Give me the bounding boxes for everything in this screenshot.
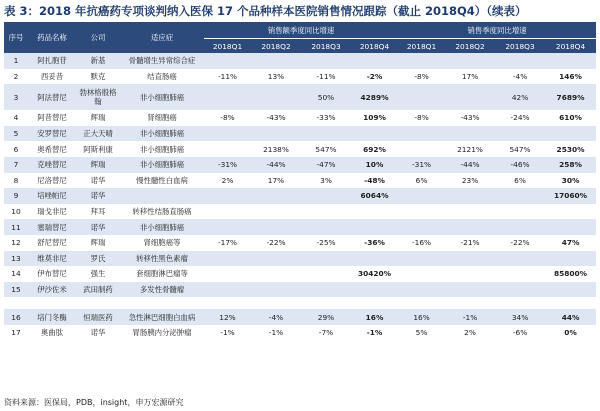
cell-volume-yoy: 547%: [495, 141, 545, 157]
cell-sales-yoy: [351, 251, 398, 267]
cell-volume-yoy: [545, 204, 596, 220]
cell-volume-yoy: [398, 188, 445, 204]
cell-volume-yoy: 5%: [398, 325, 445, 341]
cell-indication: 慢性髓性白血病: [120, 173, 204, 189]
cell-sales-yoy: -17%: [204, 235, 251, 251]
cell-volume-yoy: [445, 204, 495, 220]
cell-sales-yoy: 30420%: [351, 266, 398, 282]
cell-drug: 阿扎胞苷: [28, 53, 76, 69]
cell-sales-yoy: -1%: [251, 325, 301, 341]
cell-volume-yoy: [545, 251, 596, 267]
col-drug: 药品名称: [28, 22, 76, 53]
cell-volume-yoy: 34%: [495, 309, 545, 325]
cell-volume-yoy: 2%: [445, 325, 495, 341]
cell-sales-yoy: 13%: [251, 69, 301, 85]
cell-sales-yoy: -1%: [351, 325, 398, 341]
table-row: [4, 53, 596, 69]
cell-drug: 维莫非尼: [28, 251, 76, 267]
cell-sales-yoy: 17%: [251, 173, 301, 189]
cell-volume-yoy: -6%: [495, 325, 545, 341]
cell-sales-yoy: -7%: [301, 325, 351, 341]
cell-sales-yoy: [301, 251, 351, 267]
cell-indication: 非小细胞肺癌: [120, 126, 204, 142]
cell-seq: 11: [4, 219, 28, 235]
cell-indication: 非小细胞肺癌: [120, 84, 204, 110]
table-row: [4, 204, 596, 220]
cell-sales-yoy: [204, 84, 251, 110]
cell-sales-yoy: 16%: [351, 309, 398, 325]
cell-sales-yoy: 29%: [301, 309, 351, 325]
cell-volume-yoy: -8%: [398, 110, 445, 126]
cell-sales-yoy: -11%: [301, 69, 351, 85]
cell-volume-yoy: 17%: [445, 69, 495, 85]
cell-indication: 转移性黑色素瘤: [120, 251, 204, 267]
spacer-row: [4, 297, 596, 309]
col-sales-q: 2018Q4: [351, 39, 398, 54]
cell-company: 诺华: [76, 325, 120, 341]
cell-sales-yoy: [251, 282, 301, 298]
table-row: [4, 188, 596, 204]
col-volume-q: 2018Q4: [545, 39, 596, 54]
cell-drug: 阿法替尼: [28, 84, 76, 110]
cell-seq: 4: [4, 110, 28, 126]
cell-indication: 肾细胞癌: [120, 110, 204, 126]
cell-indication: 非小细胞肺癌: [120, 157, 204, 173]
table-row: [4, 219, 596, 235]
cell-company: 正大天晴: [76, 126, 120, 142]
cell-sales-yoy: [251, 204, 301, 220]
cell-sales-yoy: [251, 188, 301, 204]
cell-volume-yoy: [445, 53, 495, 69]
cell-volume-yoy: [495, 188, 545, 204]
cell-seq: 17: [4, 325, 28, 341]
cell-company: 默克: [76, 69, 120, 85]
cell-sales-yoy: [301, 188, 351, 204]
cell-sales-yoy: [251, 251, 301, 267]
cell-volume-yoy: [445, 126, 495, 142]
cell-sales-yoy: -48%: [351, 173, 398, 189]
cell-drug: 塞瑞替尼: [28, 219, 76, 235]
cell-company: 武田制药: [76, 282, 120, 298]
cell-indication: 套细胞淋巴瘤等: [120, 266, 204, 282]
cell-volume-yoy: 0%: [545, 325, 596, 341]
cell-sales-yoy: -33%: [301, 110, 351, 126]
col-sales-q: 2018Q3: [301, 39, 351, 54]
cell-volume-yoy: [398, 282, 445, 298]
cell-volume-yoy: -43%: [445, 110, 495, 126]
cell-indication: 非小细胞肺癌: [120, 141, 204, 157]
cell-volume-yoy: [398, 84, 445, 110]
cell-seq: 2: [4, 69, 28, 85]
cell-seq: 12: [4, 235, 28, 251]
cell-sales-yoy: 2%: [204, 173, 251, 189]
cell-volume-yoy: -44%: [445, 157, 495, 173]
spacer-cell: [4, 297, 596, 309]
cell-volume-yoy: [398, 251, 445, 267]
cell-volume-yoy: [495, 53, 545, 69]
cell-volume-yoy: [445, 251, 495, 267]
cell-sales-yoy: -47%: [301, 157, 351, 173]
cell-volume-yoy: [398, 141, 445, 157]
cell-seq: 14: [4, 266, 28, 282]
cell-indication: [120, 188, 204, 204]
cell-volume-yoy: [445, 282, 495, 298]
cell-volume-yoy: -21%: [445, 235, 495, 251]
cell-drug: 伊布替尼: [28, 266, 76, 282]
cell-sales-yoy: [251, 266, 301, 282]
cell-volume-yoy: 2121%: [445, 141, 495, 157]
cell-volume-yoy: -16%: [398, 235, 445, 251]
cell-sales-yoy: [301, 53, 351, 69]
cell-company: 诺华: [76, 219, 120, 235]
cell-volume-yoy: -8%: [398, 69, 445, 85]
cell-volume-yoy: 44%: [545, 309, 596, 325]
sales-table: [4, 22, 596, 341]
cell-company: 恒瑞医药: [76, 309, 120, 325]
cell-volume-yoy: 42%: [495, 84, 545, 110]
cell-volume-yoy: -1%: [445, 309, 495, 325]
cell-volume-yoy: 7689%: [545, 84, 596, 110]
cell-sales-yoy: [351, 219, 398, 235]
cell-seq: 5: [4, 126, 28, 142]
table-row: [4, 126, 596, 142]
col-sales-q: 2018Q1: [204, 39, 251, 54]
cell-company: 新基: [76, 53, 120, 69]
col-volume-q: 2018Q2: [445, 39, 495, 54]
cell-volume-yoy: [495, 266, 545, 282]
cell-drug: 克唑替尼: [28, 157, 76, 173]
cell-volume-yoy: [495, 204, 545, 220]
col-volume-q: 2018Q1: [398, 39, 445, 54]
table-row: [4, 84, 596, 110]
cell-volume-yoy: [495, 251, 545, 267]
cell-indication: 转移性结肠直肠癌: [120, 204, 204, 220]
cell-sales-yoy: [204, 188, 251, 204]
cell-sales-yoy: 692%: [351, 141, 398, 157]
cell-sales-yoy: -44%: [251, 157, 301, 173]
table-row: [4, 251, 596, 267]
cell-drug: 瑞戈非尼: [28, 204, 76, 220]
cell-volume-yoy: -22%: [495, 235, 545, 251]
cell-volume-yoy: [445, 219, 495, 235]
cell-sales-yoy: 50%: [301, 84, 351, 110]
cell-volume-yoy: -24%: [495, 110, 545, 126]
cell-company: 拜耳: [76, 204, 120, 220]
table-row: [4, 110, 596, 126]
cell-volume-yoy: [495, 219, 545, 235]
cell-volume-yoy: [445, 84, 495, 110]
cell-company: 辉瑞: [76, 110, 120, 126]
cell-volume-yoy: [545, 282, 596, 298]
cell-seq: 13: [4, 251, 28, 267]
cell-volume-yoy: [398, 204, 445, 220]
cell-indication: 胃肠胰内分泌肿瘤: [120, 325, 204, 341]
cell-sales-yoy: -8%: [204, 110, 251, 126]
cell-volume-yoy: 2530%: [545, 141, 596, 157]
cell-seq: 7: [4, 157, 28, 173]
cell-volume-yoy: 610%: [545, 110, 596, 126]
table-row: [4, 235, 596, 251]
header-row-1: [4, 22, 596, 39]
cell-sales-yoy: [204, 204, 251, 220]
cell-indication: 非小细胞肺癌: [120, 219, 204, 235]
col-company: 公司: [76, 22, 120, 53]
cell-sales-yoy: [301, 126, 351, 142]
col-group-volume-yoy: 销售季度同比增速: [398, 22, 596, 39]
cell-seq: 10: [4, 204, 28, 220]
cell-company: 诺华: [76, 173, 120, 189]
cell-seq: 3: [4, 84, 28, 110]
cell-volume-yoy: 47%: [545, 235, 596, 251]
cell-sales-yoy: [251, 126, 301, 142]
cell-company: 诺华: [76, 188, 120, 204]
cell-volume-yoy: 146%: [545, 69, 596, 85]
cell-sales-yoy: [301, 204, 351, 220]
cell-sales-yoy: [204, 219, 251, 235]
cell-volume-yoy: 17060%: [545, 188, 596, 204]
cell-sales-yoy: 6064%: [351, 188, 398, 204]
cell-seq: 16: [4, 309, 28, 325]
cell-drug: 培唑帕尼: [28, 188, 76, 204]
source-note: 资料来源：医保局，PDB，insight，申万宏源研究: [4, 398, 184, 407]
cell-sales-yoy: -31%: [204, 157, 251, 173]
cell-sales-yoy: 109%: [351, 110, 398, 126]
cell-volume-yoy: [545, 53, 596, 69]
cell-drug: 培门冬酶: [28, 309, 76, 325]
cell-sales-yoy: [251, 219, 301, 235]
cell-sales-yoy: 3%: [301, 173, 351, 189]
cell-volume-yoy: 30%: [545, 173, 596, 189]
table-caption: 表 3：2018 年抗癌药专项谈判纳入医保 17 个品种样本医院销售情况跟踪（截止 2018Q4）（续表）: [4, 4, 527, 18]
cell-sales-yoy: 12%: [204, 309, 251, 325]
cell-sales-yoy: -36%: [351, 235, 398, 251]
cell-sales-yoy: [351, 204, 398, 220]
cell-sales-yoy: [251, 84, 301, 110]
cell-drug: 安罗替尼: [28, 126, 76, 142]
cell-sales-yoy: [351, 53, 398, 69]
cell-indication: 急性淋巴细胞白血病: [120, 309, 204, 325]
cell-volume-yoy: [445, 188, 495, 204]
cell-company: 强生: [76, 266, 120, 282]
cell-volume-yoy: 6%: [495, 173, 545, 189]
table-row: [4, 309, 596, 325]
cell-sales-yoy: -25%: [301, 235, 351, 251]
col-group-sales-yoy: 销售额季度同比增速: [204, 22, 398, 39]
cell-company: 辉瑞: [76, 235, 120, 251]
cell-company: 阿斯利康: [76, 141, 120, 157]
cell-volume-yoy: 23%: [445, 173, 495, 189]
table-row: [4, 173, 596, 189]
cell-volume-yoy: [495, 282, 545, 298]
cell-volume-yoy: 6%: [398, 173, 445, 189]
cell-seq: 9: [4, 188, 28, 204]
cell-volume-yoy: 16%: [398, 309, 445, 325]
cell-sales-yoy: [204, 251, 251, 267]
cell-volume-yoy: [398, 219, 445, 235]
cell-sales-yoy: [301, 219, 351, 235]
col-sales-q: 2018Q2: [251, 39, 301, 54]
cell-seq: 15: [4, 282, 28, 298]
cell-volume-yoy: -4%: [495, 69, 545, 85]
cell-volume-yoy: [545, 219, 596, 235]
cell-sales-yoy: -2%: [351, 69, 398, 85]
cell-sales-yoy: [251, 53, 301, 69]
cell-sales-yoy: [204, 126, 251, 142]
cell-volume-yoy: [398, 266, 445, 282]
table-body: [4, 53, 596, 341]
cell-sales-yoy: [351, 126, 398, 142]
cell-company: 勃林格殷格翰: [76, 84, 120, 110]
cell-sales-yoy: 2138%: [251, 141, 301, 157]
table-row: [4, 282, 596, 298]
cell-drug: 奥曲肽: [28, 325, 76, 341]
table-row: [4, 325, 596, 341]
cell-sales-yoy: 547%: [301, 141, 351, 157]
cell-indication: 肾细胞癌等: [120, 235, 204, 251]
col-volume-q: 2018Q3: [495, 39, 545, 54]
cell-seq: 8: [4, 173, 28, 189]
cell-sales-yoy: -22%: [251, 235, 301, 251]
cell-volume-yoy: [445, 266, 495, 282]
col-indication: 适应症: [120, 22, 204, 53]
table-row: [4, 69, 596, 85]
cell-sales-yoy: [204, 53, 251, 69]
cell-seq: 1: [4, 53, 28, 69]
cell-sales-yoy: 4289%: [351, 84, 398, 110]
cell-drug: 舒尼替尼: [28, 235, 76, 251]
table-row: [4, 141, 596, 157]
cell-volume-yoy: [398, 126, 445, 142]
cell-sales-yoy: 10%: [351, 157, 398, 173]
cell-indication: 骨髓增生异常综合症: [120, 53, 204, 69]
cell-sales-yoy: -4%: [251, 309, 301, 325]
cell-company: 罗氏: [76, 251, 120, 267]
cell-volume-yoy: -31%: [398, 157, 445, 173]
cell-sales-yoy: [204, 266, 251, 282]
cell-drug: 西妥昔: [28, 69, 76, 85]
cell-volume-yoy: 258%: [545, 157, 596, 173]
cell-drug: 奥希替尼: [28, 141, 76, 157]
cell-sales-yoy: -1%: [204, 325, 251, 341]
cell-sales-yoy: [204, 141, 251, 157]
col-seq: 序号: [4, 22, 28, 53]
table-row: [4, 266, 596, 282]
cell-sales-yoy: -43%: [251, 110, 301, 126]
cell-company: 辉瑞: [76, 157, 120, 173]
cell-volume-yoy: 85800%: [545, 266, 596, 282]
cell-indication: 结直肠癌: [120, 69, 204, 85]
cell-seq: 6: [4, 141, 28, 157]
cell-indication: 多发性骨髓瘤: [120, 282, 204, 298]
cell-sales-yoy: [301, 266, 351, 282]
table-row: [4, 157, 596, 173]
cell-drug: 伊沙佐米: [28, 282, 76, 298]
cell-sales-yoy: [351, 282, 398, 298]
cell-volume-yoy: [398, 53, 445, 69]
cell-volume-yoy: -46%: [495, 157, 545, 173]
cell-sales-yoy: [301, 282, 351, 298]
cell-sales-yoy: [204, 282, 251, 298]
cell-drug: 阿昔替尼: [28, 110, 76, 126]
cell-sales-yoy: -11%: [204, 69, 251, 85]
cell-drug: 尼洛替尼: [28, 173, 76, 189]
cell-volume-yoy: [545, 126, 596, 142]
cell-volume-yoy: [495, 126, 545, 142]
